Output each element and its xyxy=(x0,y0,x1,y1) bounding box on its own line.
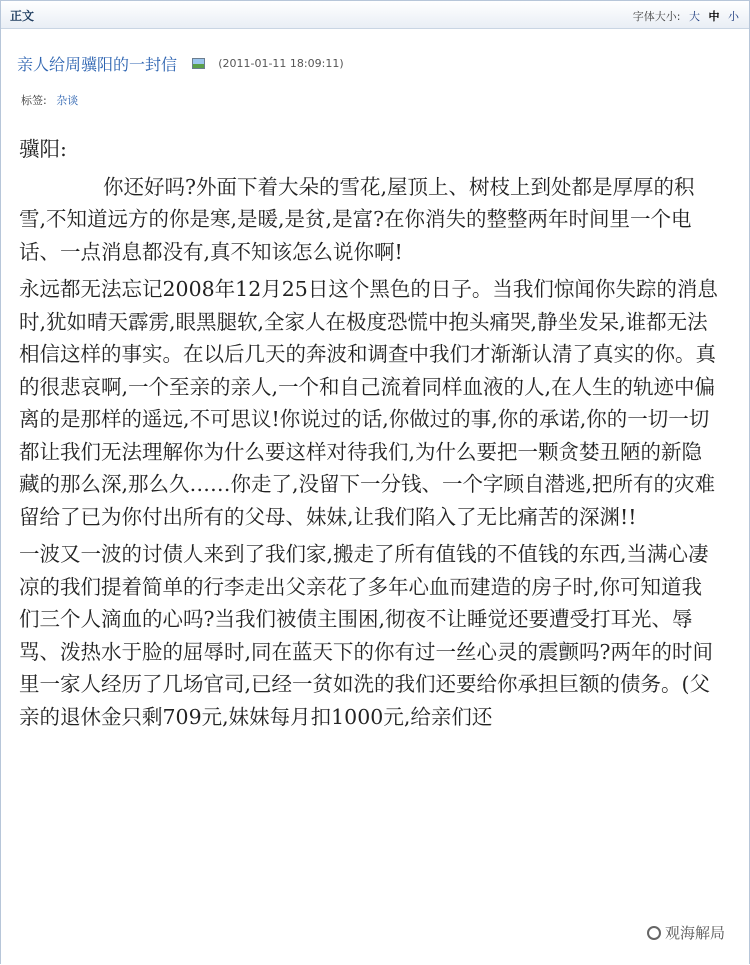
watermark-text: 观海解局 xyxy=(664,924,725,942)
article-paragraph: 一波又一波的讨债人来到了我们家,搬走了所有值钱的不值钱的东西,当满心凄凉的我们提着简单的行李走出父亲花了多年心血而建造的房子时,你可知道我们三个人滴血的心吗?当我们被债主围困,彻夜不让睡觉还要遭受打耳光、辱骂、泼热水于脸的屈辱时,同在蓝天下的你有过一丝心灵的震颤吗?两年的时间里一家人经历了几场官司,已经一贫如洗的我们还要给你承担巨额的债务。(父亲的退休金只剩709元,妹妹每月扣1000元,给亲们还 xyxy=(19,542,714,729)
header-bar xyxy=(1,1,749,29)
article-paragraph: 永远都无法忘记2008年12月25日这个黑色的日子。当我们惊闻你失踪的消息时,犹如晴天霹雳,眼黑腿软,全家人在极度恐慌中抱头痛哭,静坐发呆,谁都无法相信这样的事实。在以后几天的奔波和调查中我们才渐渐认清了真实的你。真的很悲哀啊,一个至亲的亲人,一个和自己流着同样血液的人,在人生的轨迹中偏离的是那样的遥远,不可思议!你说过的话,你做过的事,你的承诺,你的一切一切都让我们无法理解你为什么要这样对待我们,为什么要把一颗贪婪丑陋的新隐藏的那么深,那么久……你走了,没留下一分钱、一个字顾自潜逃,把所有的灾难留给了已为你付出所有的父母、妹妹,让我们陷入了无比痛苦的深渊!! xyxy=(19,277,718,529)
section-title: 正文 xyxy=(10,9,35,23)
image-icon xyxy=(192,58,205,69)
post-header xyxy=(17,52,344,75)
article-salutation: 骥阳: xyxy=(19,137,67,161)
font-size-medium-link[interactable]: 中 xyxy=(708,10,720,23)
font-size-switcher xyxy=(633,8,739,24)
font-size-label: 字体大小: xyxy=(632,10,681,23)
article-body xyxy=(19,133,719,738)
wechat-icon xyxy=(647,926,661,940)
tag-link[interactable]: 杂谈 xyxy=(56,94,79,107)
post-title: 亲人给周骥阳的一封信 xyxy=(17,55,178,74)
tags-label: 标签: xyxy=(21,94,47,107)
font-size-small-link[interactable]: 小 xyxy=(728,10,739,23)
watermark xyxy=(644,921,728,944)
post-timestamp: (2011-01-11 18:09:11) xyxy=(218,57,344,70)
tags-row xyxy=(21,92,78,108)
article-paragraph: 你还好吗?外面下着大朵的雪花,屋顶上、树枝上到处都是厚厚的积雪,不知道远方的你是寒,是暖,是贫,是富?在你消失的整整两年时间里一个电话、一点消息都没有,真不知该怎么说你啊! xyxy=(19,174,695,264)
font-size-large-link[interactable]: 大 xyxy=(689,10,700,23)
